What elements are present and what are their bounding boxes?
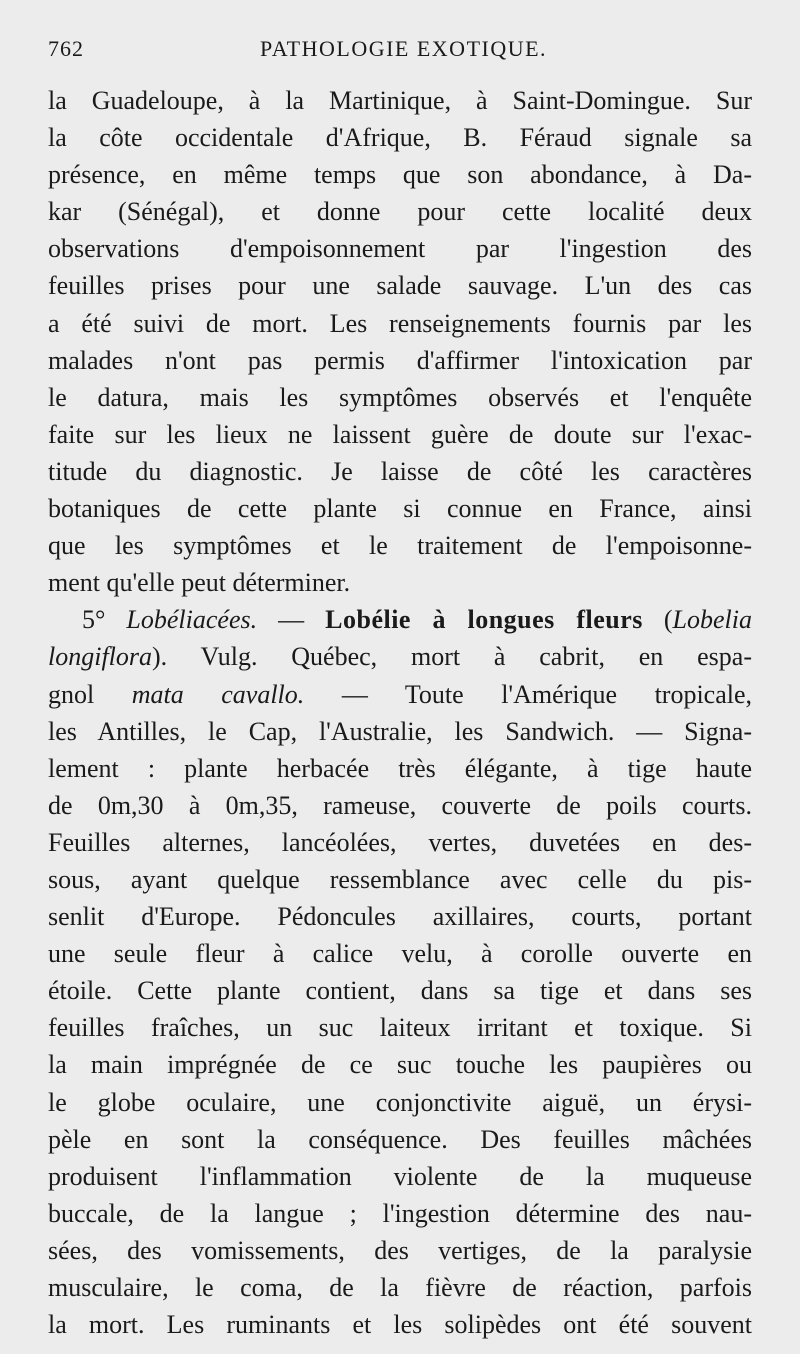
text-line: présence, en même temps que son abondance, à Da- [48,160,752,190]
text-line: kar (Sénégal), et donne pour cette localité deux [48,197,752,227]
text-line: la main imprégnée de ce suc touche les paupières ou [48,1050,752,1080]
body-text [48,82,752,1343]
vernacular-text: ). Vulg. Québec, mort à cabrit, en espa- [152,642,752,672]
text-line: lement : plante herbacée très élégante, à tige haute [48,753,752,783]
latin-name-part1: Lobelia [672,605,752,635]
running-title: PATHOLOGIE EXOTIQUE. [260,36,548,61]
text-line: buccale, de la langue ; l'ingestion détermine des nau- [48,1198,752,1228]
text-line: le datura, mais les symptômes observés et l'enquête [48,382,752,412]
text-fragment: — Toute l'Amérique tropicale, [341,679,752,709]
text-line: ment qu'elle peut déterminer. [48,568,351,598]
spanish-name: mata cavallo. [131,679,305,709]
text-line [48,676,752,713]
text-line: faite sur les lieux ne laissent guère de doute sur l'exac- [48,419,752,449]
text-line: a été suivi de mort. Les renseignements fournis par les [48,308,752,338]
text-line: une seule fleur à calice velu, à corolle ouverte en [48,939,752,969]
text-line: observations d'empoisonnement par l'ingestion des [48,234,752,264]
family-name: Lobéliacées. [126,605,258,635]
text-line [48,638,752,675]
text-line: malades n'ont pas permis d'affirmer l'intoxication par [48,345,752,375]
text-line: senlit d'Europe. Pédoncules axillaires, courts, portant [48,902,752,932]
text-line: botaniques de cette plante si connue en France, ainsi [48,494,752,524]
text-line: pèle en sont la conséquence. Des feuilles mâchées [48,1124,752,1154]
text-line: la côte occidentale d'Afrique, B. Féraud signale sa [48,123,752,153]
text-line: musculaire, le coma, de la fièvre de réaction, parfois [48,1273,752,1302]
text-fragment: gnol [48,679,95,709]
section-heading-line [48,601,752,638]
text-line: le globe oculaire, une conjonctivite aiguë, un érysi- [48,1087,752,1117]
paren-open: ( [663,605,673,635]
section-number: 5° [82,605,106,635]
text-line: étoile. Cette plante contient, dans sa tige et dans ses [48,976,752,1006]
text-line: Feuilles alternes, lancéolées, vertes, duvetées en des- [48,827,752,857]
text-line: sous, ayant quelque ressemblance avec celle du pis- [48,864,752,894]
text-line: de 0m,30 à 0m,35, rameuse, couverte de poils courts. [48,790,752,820]
page-number: 762 [48,36,84,61]
text-line: sées, des vomissements, des vertiges, de la paralysie [48,1235,752,1265]
text-line: titude du diagnostic. Je laisse de côté les caractères [48,456,752,486]
text-line: que les symptômes et le traitement de l'empoisonne- [48,531,752,561]
page-header [48,36,752,76]
heading-dash: — [278,605,305,635]
text-line: la Guadeloupe, à la Martinique, à Saint-Domingue. Sur [48,86,752,115]
latin-name-part2: longiflora [48,642,153,672]
text-line: feuilles prises pour une salade sauvage. L'un des cas [48,271,752,301]
text-line: la mort. Les ruminants et les solipèdes ont été souvent [48,1310,752,1340]
text-line: produisent l'inflammation violente de la muqueuse [48,1161,752,1191]
text-line: feuilles fraîches, un suc laiteux irritant et toxique. Si [48,1013,752,1043]
plant-common-name: Lobélie à longues fleurs [325,605,643,635]
text-line: les Antilles, le Cap, l'Australie, les Sandwich. — Signa- [48,716,752,746]
